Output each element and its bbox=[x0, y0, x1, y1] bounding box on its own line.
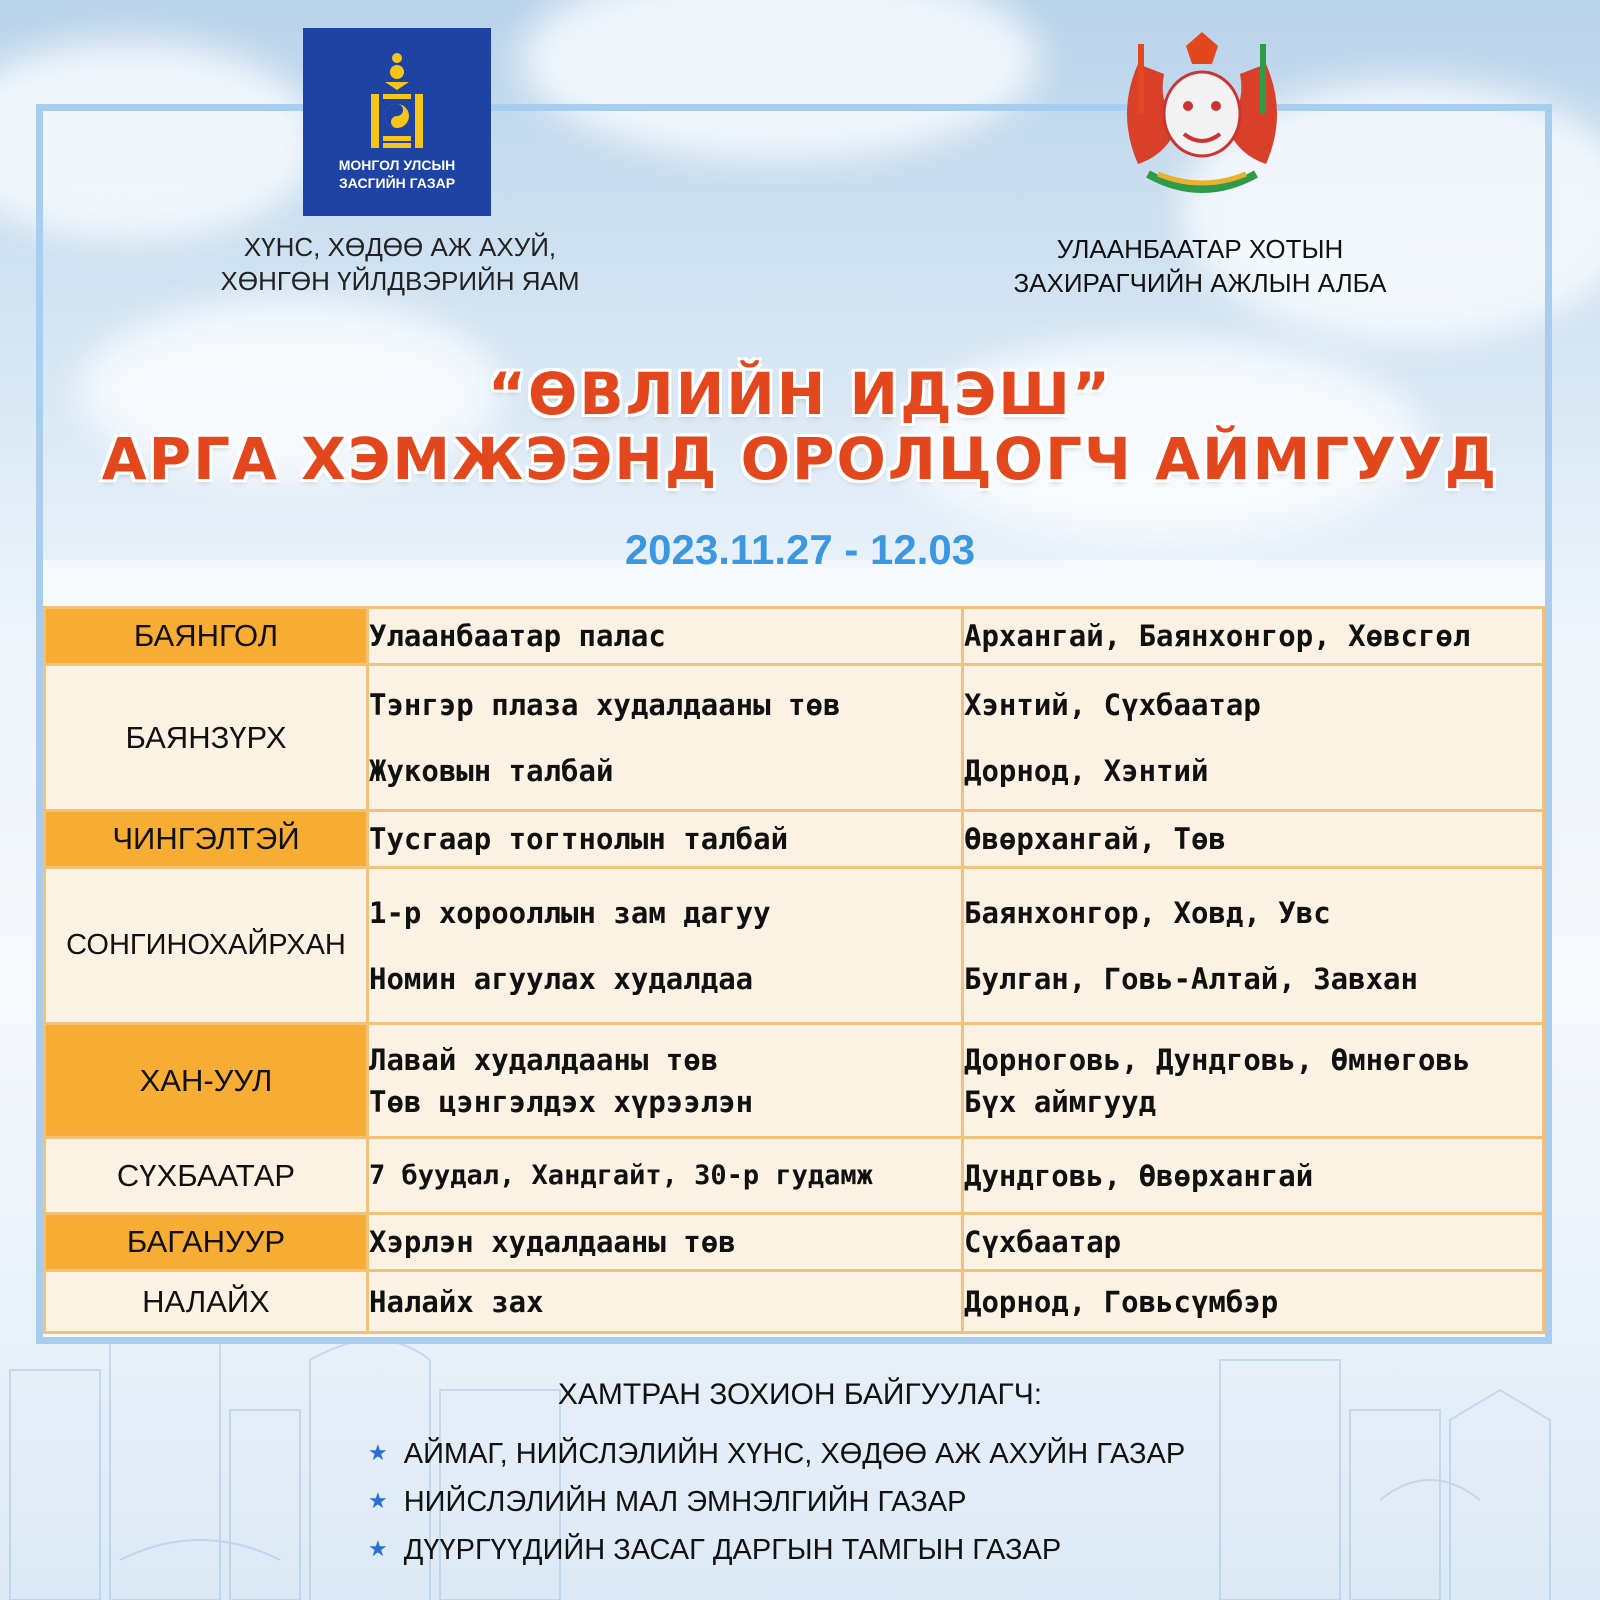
location-text: Хэрлэн худалдааны төв bbox=[369, 1225, 736, 1259]
table-row bbox=[45, 608, 1544, 665]
province-cell bbox=[963, 868, 1544, 1024]
event-subtitle: АРГА ХЭМЖЭЭНД ОРОЛЦОГЧ АЙМГУУД bbox=[101, 425, 1499, 493]
location-text: 1-р хорооллын зам дагуу bbox=[369, 895, 771, 930]
location-cell bbox=[368, 1271, 963, 1333]
table-row bbox=[45, 868, 1544, 1024]
location-text: Номин агуулах худалдаа bbox=[369, 961, 754, 996]
location-cell bbox=[368, 1214, 963, 1271]
province-text: Дорнод, Хэнтий bbox=[964, 753, 1209, 788]
province-text: Өвөрхангай, Төв bbox=[964, 822, 1226, 856]
location-text: Налайх зах bbox=[369, 1284, 544, 1319]
province-text: Архангай, Баянхонгор, Хөвсгөл bbox=[964, 619, 1471, 653]
soyombo-icon bbox=[367, 50, 427, 150]
province-text: Дорнод, Говьсүмбэр bbox=[964, 1284, 1279, 1319]
star-icon: ★ bbox=[368, 1488, 388, 1513]
district-cell: ХАН-УУЛ bbox=[45, 1024, 368, 1138]
location-cell bbox=[368, 1024, 963, 1138]
location-cell bbox=[368, 811, 963, 868]
province-text: Булган, Говь-Алтай, Завхан bbox=[964, 961, 1418, 996]
organizer-item bbox=[368, 1534, 1061, 1567]
location-cell bbox=[368, 665, 963, 811]
province-cell bbox=[963, 1214, 1544, 1271]
table-row bbox=[45, 1138, 1544, 1214]
governor-office-name bbox=[980, 232, 1420, 300]
star-icon: ★ bbox=[368, 1536, 388, 1561]
province-text: Сүхбаатар bbox=[964, 1225, 1122, 1259]
governor-office-name-line: УЛААНБААТАР ХОТЫН bbox=[1056, 234, 1344, 264]
province-cell bbox=[963, 1024, 1544, 1138]
organizer-name: АЙМАГ, НИЙСЛЭЛИЙН ХҮНС, ХӨДӨӨ АЖ АХУЙН ГАЗАР bbox=[403, 1438, 1186, 1470]
district-cell: НАЛАЙХ bbox=[45, 1271, 368, 1333]
location-text: Тэнгэр плаза худалдааны төв bbox=[369, 687, 841, 722]
event-date-range: 2023.11.27 - 12.03 bbox=[624, 526, 976, 573]
ministry-name-line: ХӨНГӨН ҮЙЛДВЭРИЙН ЯАМ bbox=[220, 266, 580, 296]
location-text: Лавай худалдааны төв bbox=[369, 1042, 719, 1077]
government-logo bbox=[303, 28, 491, 216]
ministry-name bbox=[160, 230, 640, 298]
governor-office-name-line: ЗАХИРАГЧИЙН АЖЛЫН АЛБА bbox=[1013, 268, 1387, 298]
table-row bbox=[45, 665, 1544, 811]
schedule-table bbox=[43, 606, 1545, 1334]
table-row bbox=[45, 1271, 1544, 1333]
gov-logo-text-line: ЗАСГИЙН ГАЗАР bbox=[338, 175, 456, 191]
organizer-item bbox=[368, 1438, 1185, 1471]
star-icon: ★ bbox=[368, 1440, 388, 1465]
location-cell bbox=[368, 608, 963, 665]
ulaanbaatar-emblem-icon bbox=[1108, 24, 1296, 208]
gov-logo-text-line: МОНГОЛ УЛСЫН bbox=[338, 157, 456, 173]
province-cell bbox=[963, 811, 1544, 868]
district-cell: БАГАНУУР bbox=[45, 1214, 368, 1271]
co-organizers-heading: ХАМТРАН ЗОХИОН БАЙГУУЛАГЧ: bbox=[557, 1378, 1043, 1411]
province-text: Бүх аймгууд bbox=[964, 1084, 1157, 1119]
location-text: Төв цэнгэлдэх хүрээлэн bbox=[369, 1084, 754, 1119]
province-cell bbox=[963, 665, 1544, 811]
organizer-item bbox=[368, 1486, 966, 1519]
province-text: Дорноговь, Дундговь, Өмнөговь bbox=[964, 1042, 1471, 1077]
location-text: Улаанбаатар палас bbox=[369, 619, 666, 653]
table-row bbox=[45, 1214, 1544, 1271]
district-cell: СҮХБААТАР bbox=[45, 1138, 368, 1214]
district-cell: БАЯНГОЛ bbox=[45, 608, 368, 665]
table-row bbox=[45, 1024, 1544, 1138]
province-text: Баянхонгор, Ховд, Увс bbox=[964, 895, 1331, 930]
organizer-name: ДҮҮРГҮҮДИЙН ЗАСАГ ДАРГЫН ТАМГЫН ГАЗАР bbox=[403, 1534, 1062, 1566]
ministry-name-line: ХҮНС, ХӨДӨӨ АЖ АХУЙ, bbox=[243, 232, 557, 262]
location-cell bbox=[368, 868, 963, 1024]
province-cell bbox=[963, 608, 1544, 665]
province-text: Дундговь, Өвөрхангай bbox=[964, 1158, 1314, 1193]
location-text: Тусгаар тогтнолын талбай bbox=[369, 822, 789, 856]
location-text: Жуковын талбай bbox=[369, 753, 614, 788]
district-cell: БАЯНЗҮРХ bbox=[45, 665, 368, 811]
location-text: 7 буудал, Хандгайт, 30-р гудамж bbox=[369, 1160, 873, 1191]
organizer-name: НИЙСЛЭЛИЙН МАЛ ЭМНЭЛГИЙН ГАЗАР bbox=[403, 1486, 967, 1518]
district-cell: СОНГИНОХАЙРХАН bbox=[45, 868, 368, 1024]
event-title: “ӨВЛИЙН ИДЭШ” bbox=[487, 360, 1113, 428]
table-row bbox=[45, 811, 1544, 868]
location-cell bbox=[368, 1138, 963, 1214]
province-cell bbox=[963, 1138, 1544, 1214]
province-cell bbox=[963, 1271, 1544, 1333]
province-text: Хэнтий, Сүхбаатар bbox=[964, 687, 1261, 722]
district-cell: ЧИНГЭЛТЭЙ bbox=[45, 811, 368, 868]
